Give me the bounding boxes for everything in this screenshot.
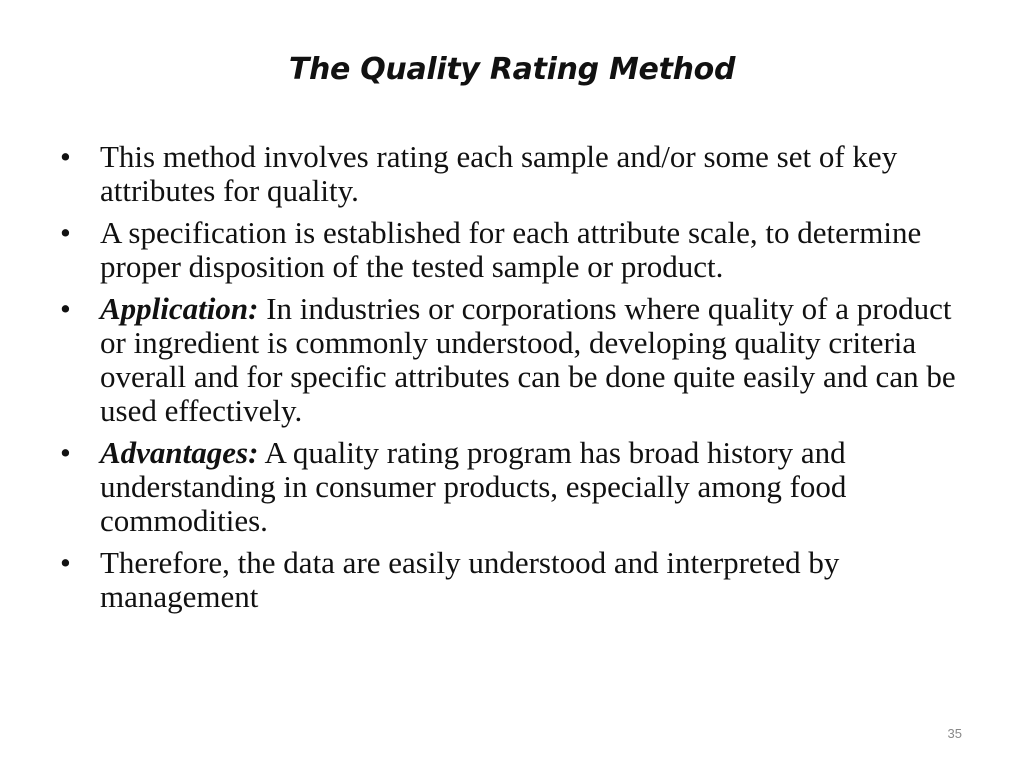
slide-title: The Quality Rating Method (288, 52, 736, 87)
bullet-list (60, 140, 970, 622)
bullet-text: This method involves rating each sample and/or some set of key attributes for quality. (100, 139, 898, 208)
page-number: 35 (947, 726, 962, 741)
bullet-icon: • (60, 139, 71, 174)
bullet-text: A quality rating program has broad history and understanding in consumer products, especially among food commodities. (100, 435, 847, 538)
bullet-item (60, 546, 970, 614)
bullet-icon: • (60, 545, 71, 580)
bullet-text: Therefore, the data are easily understood and interpreted by management (100, 545, 840, 614)
bullet-text: A specification is established for each attribute scale, to determine proper disposition of the tested sample or product. (100, 215, 922, 284)
bullet-item (60, 292, 970, 428)
bullet-lead: Application: (100, 291, 259, 326)
bullet-item (60, 216, 970, 284)
bullet-icon: • (60, 291, 71, 326)
bullet-icon: • (60, 435, 71, 470)
bullet-lead: Advantages: (100, 435, 259, 470)
bullet-item (60, 436, 970, 538)
bullet-text: In industries or corporations where quality of a product or ingredient is commonly understood, developing quality criteria overall and for specific attributes can be done quite easily and can be used effectively. (100, 291, 956, 428)
bullet-item (60, 140, 970, 208)
bullet-icon: • (60, 215, 71, 250)
